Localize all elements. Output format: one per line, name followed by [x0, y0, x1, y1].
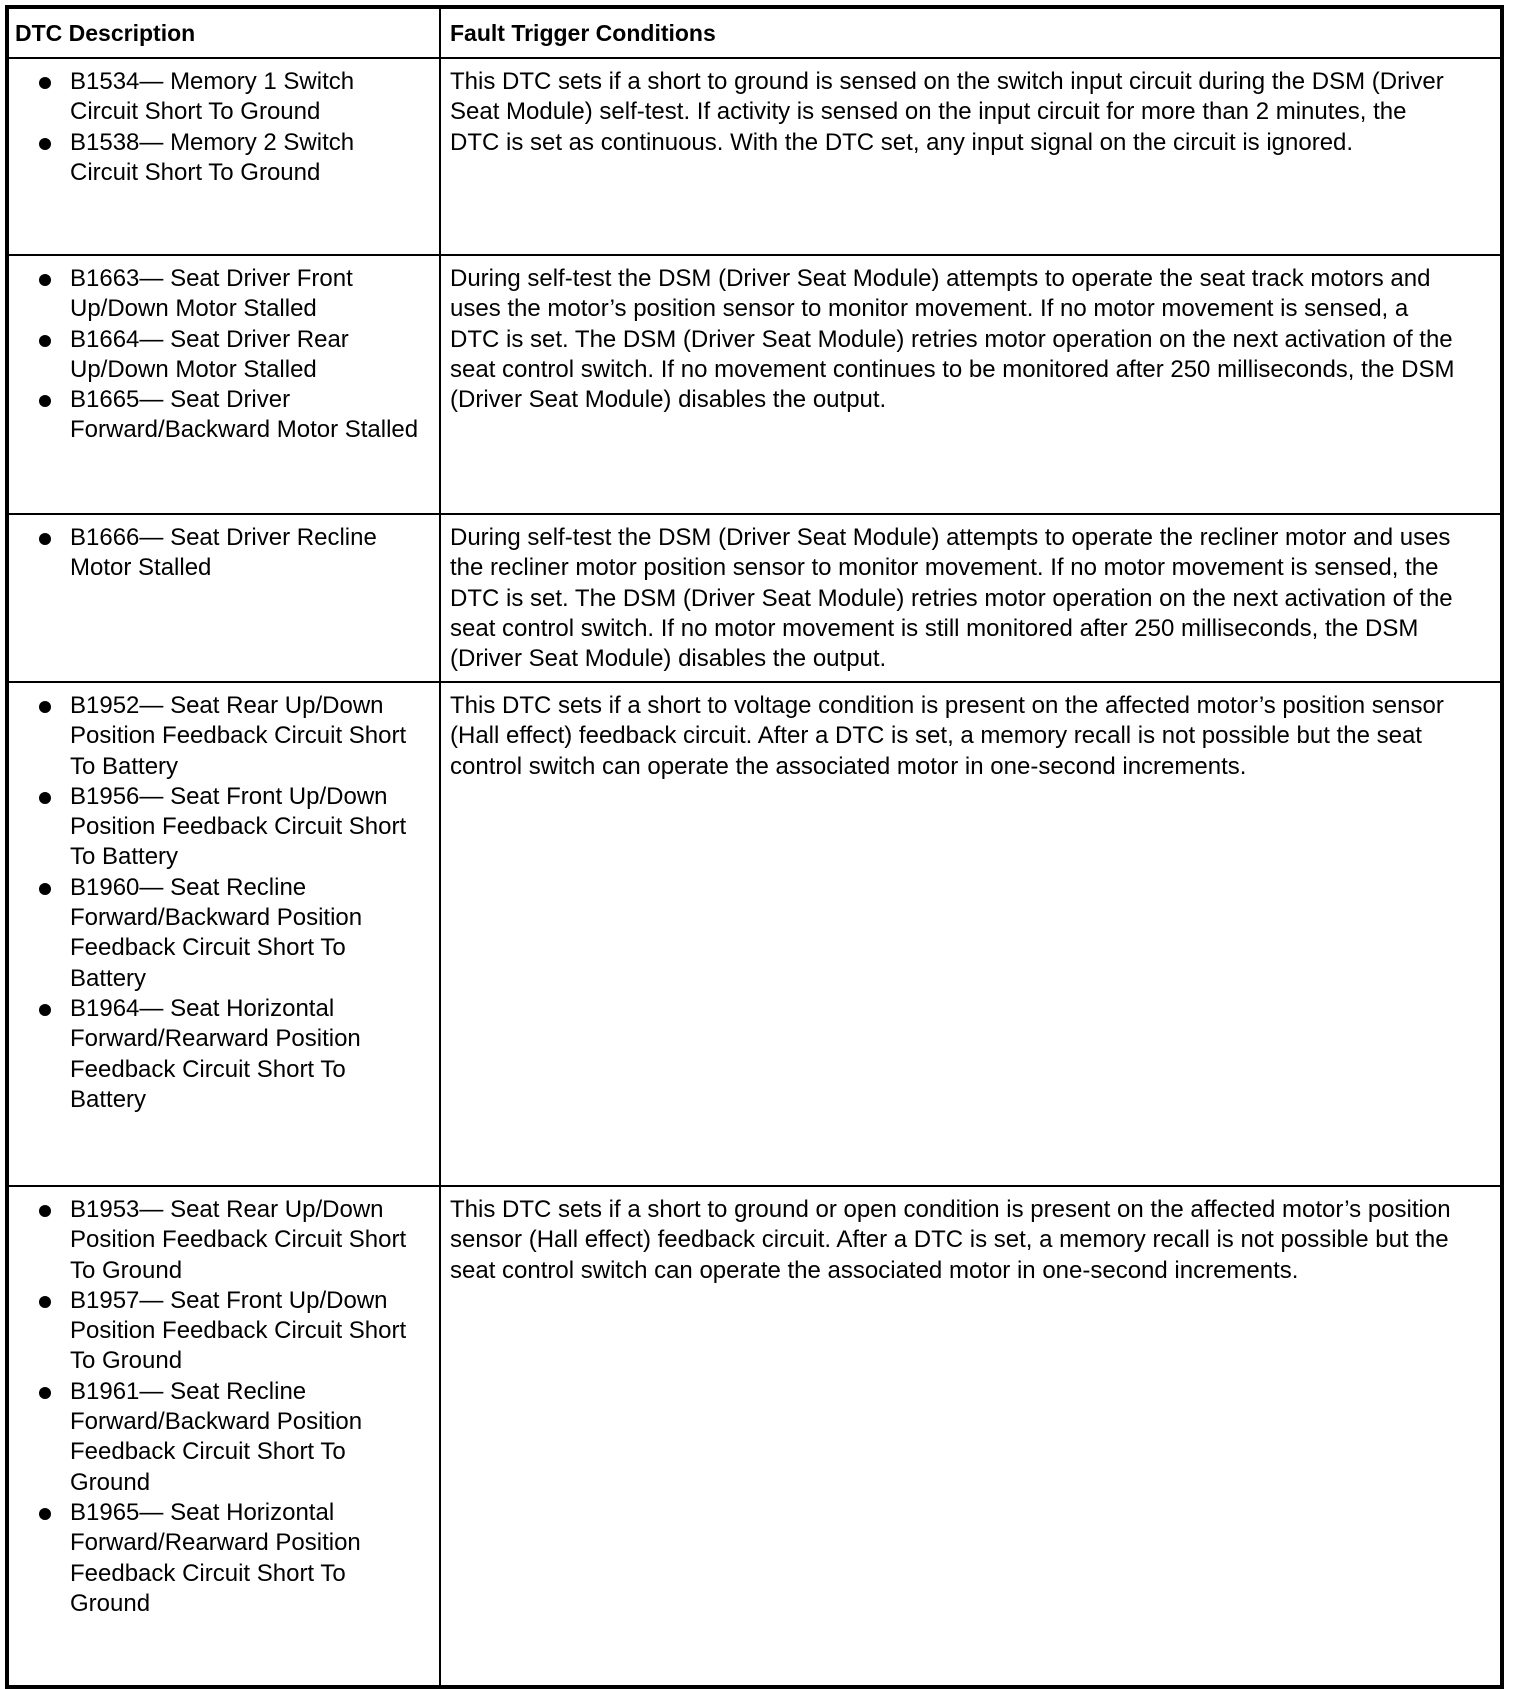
- dtc-table: [5, 5, 1504, 1689]
- dtc-text-line: Circuit Short To Ground: [70, 158, 321, 186]
- dtc-text-line: Forward/Rearward Position: [70, 1529, 361, 1557]
- dtc-text-line: Feedback Circuit Short To: [70, 1559, 346, 1587]
- dtc-text-line: B1664— Seat Driver Rear: [70, 325, 349, 353]
- bullet-icon: [39, 138, 51, 150]
- dtc-text-line: B1534— Memory 1 Switch: [70, 68, 355, 95]
- dtc-cell: [9, 1187, 441, 1685]
- bullet-icon: [39, 1387, 51, 1399]
- table-row: [9, 681, 1500, 1185]
- dtc-text-line: Forward/Backward Motor Stalled: [70, 416, 419, 444]
- dtc-text-line: B1538— Memory 2 Switch: [70, 128, 355, 156]
- dtc-text-line: Position Feedback Circuit Short: [70, 722, 407, 750]
- dtc-text-line: Motor Stalled: [70, 554, 212, 582]
- condition-text-line: Seat Module) self-test. If activity is sensed on the input circuit for more than 2 minutes, the: [450, 98, 1407, 126]
- dtc-list-item: [15, 67, 433, 128]
- bullet-icon: [39, 274, 51, 286]
- dtc-text-line: Position Feedback Circuit Short: [70, 813, 407, 841]
- bullet-icon: [39, 77, 51, 89]
- condition-text-line: the recliner motor position sensor to monitor movement. If no motor movement is sensed, the: [450, 554, 1439, 582]
- dtc-text-line: Position Feedback Circuit Short: [70, 1226, 407, 1254]
- dtc-text-line: Position Feedback Circuit Short: [70, 1317, 407, 1345]
- dtc-text-line: Battery: [70, 1085, 147, 1113]
- condition-text-line: DTC is set. The DSM (Driver Seat Module) retries motor operation on the next activation of the: [450, 325, 1453, 353]
- dtc-cell: [9, 256, 441, 513]
- dtc-text-line: Up/Down Motor Stalled: [70, 355, 317, 383]
- condition-text-line: (Hall effect) feedback circuit. After a DTC is set, a memory recall is not possible but the seat: [450, 722, 1422, 750]
- condition-text-line: DTC is set. The DSM (Driver Seat Module) retries motor operation on the next activation of the: [450, 584, 1453, 612]
- dtc-text-line: Forward/Rearward Position: [70, 1025, 361, 1053]
- dtc-list-item: [15, 691, 433, 782]
- dtc-text-line: Feedback Circuit Short To: [70, 1055, 346, 1083]
- dtc-text-line: To Ground: [70, 1256, 183, 1284]
- dtc-text-line: B1957— Seat Front Up/Down: [70, 1286, 388, 1314]
- dtc-text-line: B1964— Seat Horizontal: [70, 994, 335, 1022]
- dtc-text-line: B1960— Seat Recline: [70, 873, 307, 901]
- bullet-icon: [39, 533, 51, 545]
- condition-text-line: During self-test the DSM (Driver Seat Module) attempts to operate the recliner motor and uses: [450, 524, 1451, 551]
- condition-text-line: (Driver Seat Module) disables the output.: [450, 645, 887, 673]
- table-row: [9, 254, 1500, 513]
- dtc-text-line: Circuit Short To Ground: [70, 98, 321, 126]
- dtc-text-line: Ground: [70, 1468, 151, 1496]
- dtc-cell: [9, 59, 441, 254]
- conditions-cell: [441, 683, 1500, 1185]
- dtc-text-line: Battery: [70, 964, 147, 992]
- dtc-list-item: [15, 1377, 433, 1498]
- dtc-text-line: To Battery: [70, 843, 179, 871]
- condition-text-line: control switch can operate the associated motor in one-second increments.: [450, 752, 1247, 780]
- dtc-text-line: To Ground: [70, 1347, 183, 1375]
- dtc-text-line: Forward/Backward Position: [70, 904, 363, 932]
- condition-text-line: seat control switch can operate the associated motor in one-second increments.: [450, 1256, 1299, 1284]
- bullet-icon: [39, 1296, 51, 1308]
- bullet-icon: [39, 883, 51, 895]
- dtc-list-item: [15, 782, 433, 873]
- condition-text-line: (Driver Seat Module) disables the output.: [450, 386, 887, 414]
- condition-text-line: During self-test the DSM (Driver Seat Module) attempts to operate the seat track motors and: [450, 265, 1431, 292]
- bullet-icon: [39, 335, 51, 347]
- bullet-icon: [39, 792, 51, 804]
- dtc-text-line: Ground: [70, 1589, 151, 1617]
- condition-text-line: This DTC sets if a short to ground or open condition is present on the affected motor’s position: [450, 1196, 1451, 1223]
- dtc-cell: [9, 515, 441, 681]
- dtc-text-line: To Battery: [70, 752, 179, 780]
- condition-text-line: uses the motor’s position sensor to monitor movement. If no motor movement is sensed, a: [450, 295, 1409, 323]
- dtc-text-line: B1952— Seat Rear Up/Down: [70, 692, 384, 719]
- dtc-text-line: B1663— Seat Driver Front: [70, 265, 353, 292]
- bullet-icon: [39, 1004, 51, 1016]
- conditions-cell: [441, 1187, 1500, 1685]
- dtc-list-item: [15, 523, 433, 584]
- dtc-text-line: B1953— Seat Rear Up/Down: [70, 1196, 384, 1223]
- dtc-list-item: [15, 385, 433, 446]
- bullet-icon: [39, 701, 51, 713]
- condition-text-line: This DTC sets if a short to voltage condition is present on the affected motor’s position sensor: [450, 692, 1444, 719]
- table-header: [9, 9, 1500, 57]
- dtc-cell: [9, 683, 441, 1185]
- bullet-icon: [39, 1205, 51, 1217]
- dtc-text-line: Feedback Circuit Short To: [70, 934, 346, 962]
- dtc-list-item: [15, 325, 433, 386]
- dtc-text-line: Up/Down Motor Stalled: [70, 295, 317, 323]
- dtc-list-item: [15, 128, 433, 189]
- dtc-text-line: B1965— Seat Horizontal: [70, 1498, 335, 1526]
- table-body: [9, 57, 1500, 1685]
- header-fault-trigger-conditions: Fault Trigger Conditions: [450, 20, 716, 46]
- condition-text-line: seat control switch. If no movement continues to be monitored after 250 milliseconds, the DSM: [450, 355, 1455, 383]
- dtc-text-line: Forward/Backward Position: [70, 1408, 363, 1436]
- table-row: [9, 57, 1500, 254]
- dtc-text-line: B1961— Seat Recline: [70, 1377, 307, 1405]
- bullet-icon: [39, 1508, 51, 1520]
- condition-text-line: sensor (Hall effect) feedback circuit. After a DTC is set, a memory recall is not possible but the: [450, 1226, 1449, 1254]
- conditions-cell: [441, 59, 1500, 254]
- dtc-text-line: Feedback Circuit Short To: [70, 1438, 346, 1466]
- dtc-text-line: B1956— Seat Front Up/Down: [70, 782, 388, 810]
- conditions-cell: [441, 256, 1500, 513]
- dtc-text-line: B1665— Seat Driver: [70, 386, 291, 414]
- header-dtc-description: DTC Description: [9, 9, 441, 57]
- condition-text-line: This DTC sets if a short to ground is sensed on the switch input circuit during the DSM (Driver: [450, 68, 1444, 95]
- dtc-list-item: [15, 1498, 433, 1619]
- bullet-icon: [39, 395, 51, 407]
- table-row: [9, 513, 1500, 681]
- condition-text-line: seat control switch. If no motor movement is still monitored after 250 milliseconds, the DSM: [450, 614, 1419, 642]
- dtc-list-item: [15, 264, 433, 325]
- conditions-cell: [441, 515, 1500, 681]
- dtc-list-item: [15, 873, 433, 994]
- table-row: [9, 1185, 1500, 1685]
- dtc-text-line: B1666— Seat Driver Recline: [70, 524, 377, 551]
- dtc-list-item: [15, 1195, 433, 1286]
- condition-text-line: DTC is set as continuous. With the DTC set, any input signal on the circuit is ignored.: [450, 128, 1354, 156]
- dtc-list-item: [15, 994, 433, 1115]
- dtc-list-item: [15, 1286, 433, 1377]
